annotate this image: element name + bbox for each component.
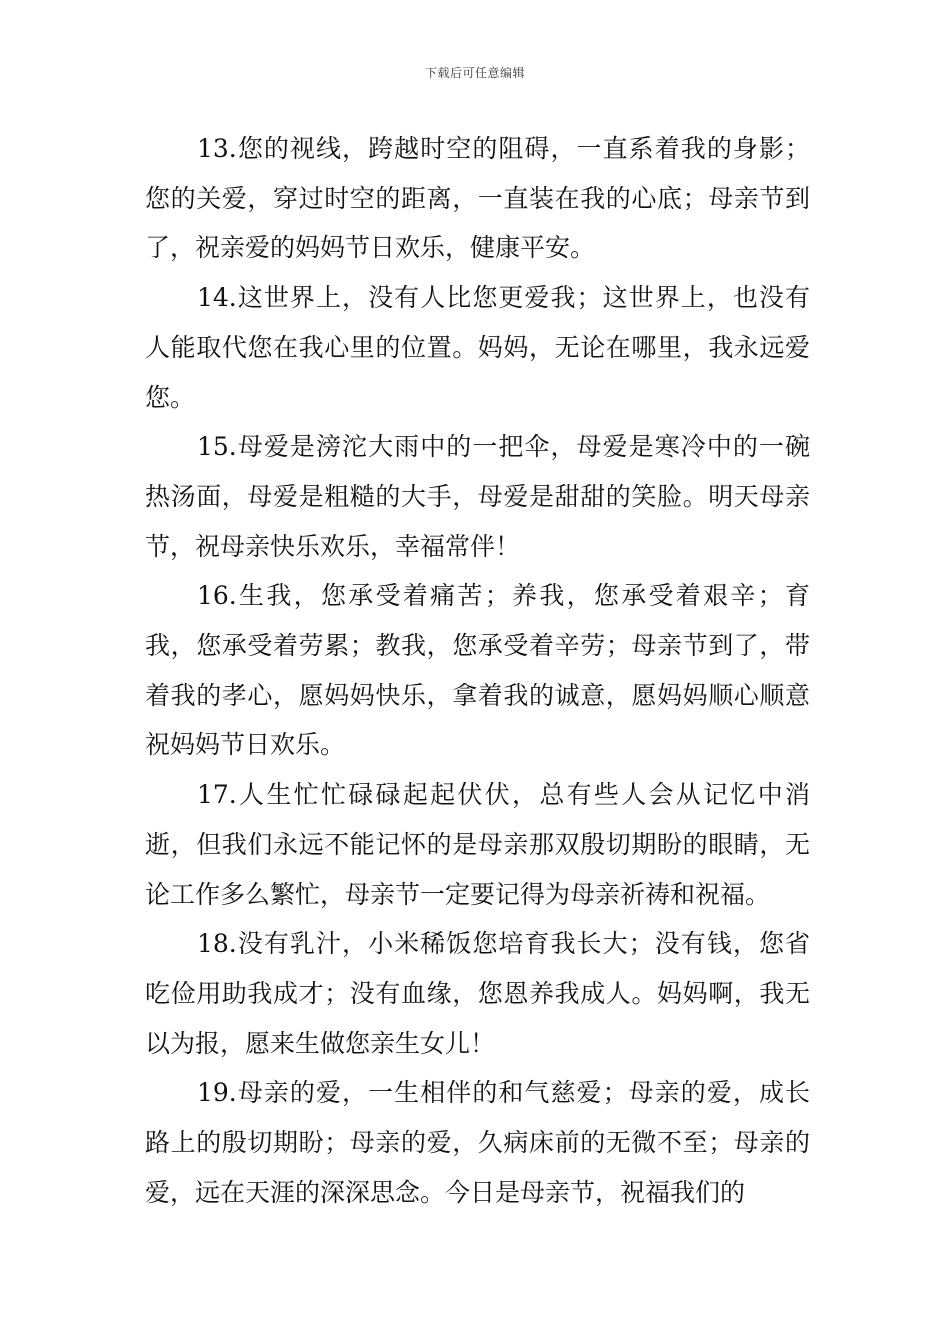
paragraph-13: 13.您的视线，跨越时空的阻碍，一直系着我的身影；您的关爱，穿过时空的距离，一直装在我的心底；母亲节到了，祝亲爱的妈妈节日欢乐，健康平安。 <box>145 134 810 263</box>
paragraph-15: 15.母爱是滂沱大雨中的一把伞，母爱是寒冷中的一碗热汤面，母爱是粗糙的大手，母爱是甜甜的笑脸。明天母亲节，祝母亲快乐欢乐，幸福常伴！ <box>145 432 810 561</box>
page-header: 下载后可任意编辑 <box>424 66 525 80</box>
paragraph-14: 14.这世界上，没有人比您更爱我；这世界上，也没有人能取代您在我心里的位置。妈妈，无论在哪里，我永远爱您。 <box>145 283 810 412</box>
paragraph-16: 16.生我，您承受着痛苦；养我，您承受着艰辛；育我，您承受着劳累；教我，您承受着辛劳；母亲节到了，带着我的孝心，愿妈妈快乐，拿着我的诚意，愿妈妈顺心顺意祝妈妈节日欢乐。 <box>145 581 810 760</box>
paragraph-19: 19.母亲的爱，一生相伴的和气慈爱；母亲的爱，成长路上的殷切期盼；母亲的爱，久病床前的无微不至；母亲的爱，远在天涯的深深思念。今日是母亲节，祝福我们的 <box>145 1078 810 1207</box>
paragraph-18: 18.没有乳汁，小米稀饭您培育我长大；没有钱，您省吃俭用助我成才；没有血缘，您恩养我成人。妈妈啊，我无以为报，愿来生做您亲生女儿！ <box>145 929 810 1058</box>
paragraph-17: 17.人生忙忙碌碌起起伏伏，总有些人会从记忆中消逝，但我们永远不能记怀的是母亲那双殷切期盼的眼睛，无论工作多么繁忙，母亲节一定要记得为母亲祈祷和祝福。 <box>145 780 810 909</box>
document-body <box>145 124 810 1217</box>
